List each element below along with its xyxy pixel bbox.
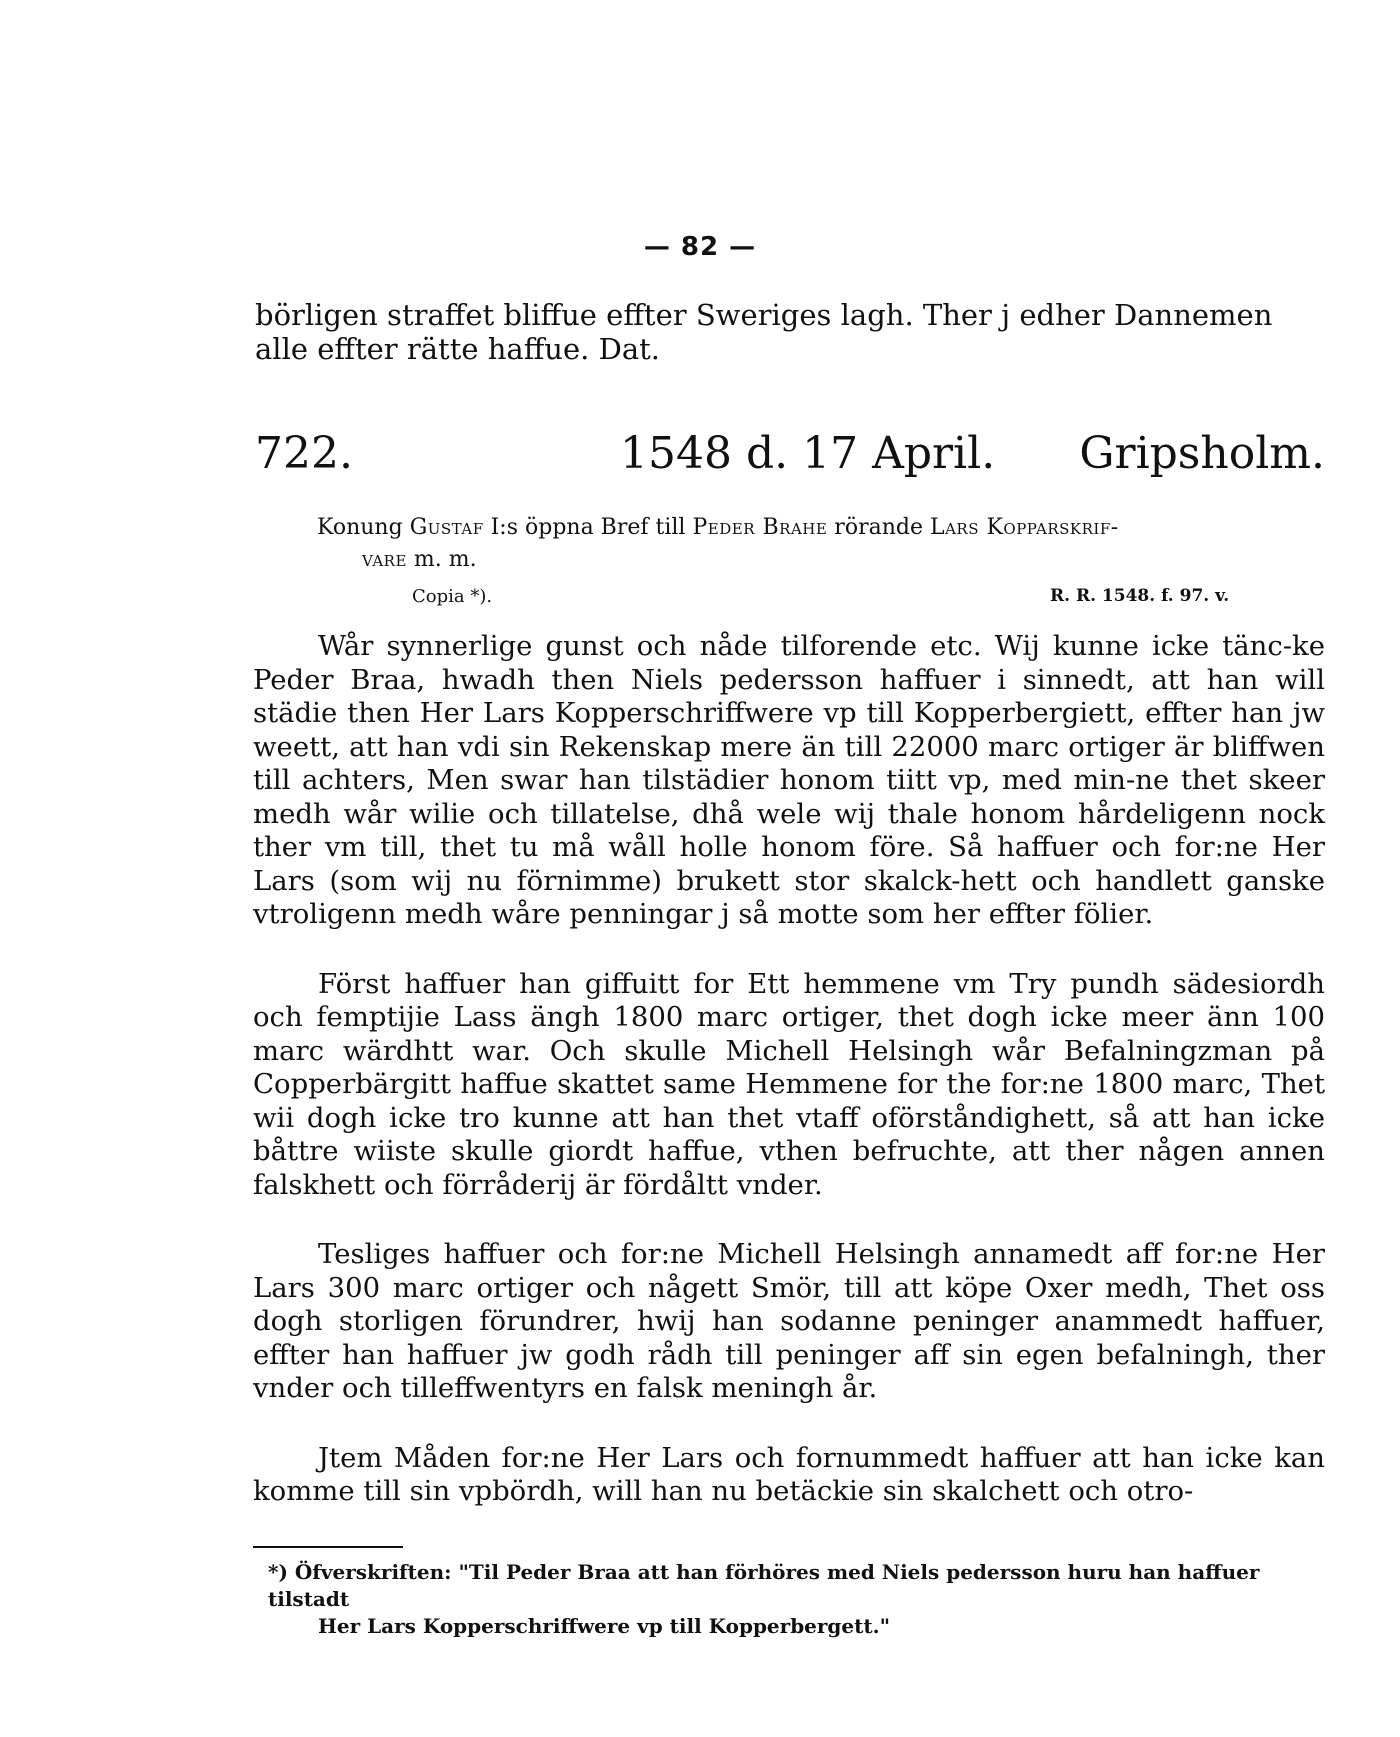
subtitle-name-king: Gustaf: [409, 515, 484, 540]
letter-body: [253, 630, 1325, 1545]
subtitle-name-subject: Lars Kopparskrif-: [929, 515, 1119, 540]
copia-label: Copia *).: [412, 586, 493, 607]
paragraph: Wår synnerlige gunst och nåde tilforende etc. Wij kunne icke tänc-ke Peder Braa, hwadh then Niels pedersson haffuer i sinnedt, att han will städie then Her Lars Kopperschriffwere vp till Kopperbergiett, effter han jw weett, att han vdi sin Rekenskap mere än till 22000 marc ortiger är bliffwen till achters, Men swar han tilstädier honom tiitt vp, med min-ne thet skeer medh wår wilie och tillatelse, dhå wele wij thale honom hårdeligenn nock ther vm till, thet tu må wåll holle honom före. Så haffuer och for:ne Her Lars (som wij nu förnimme) brukett stor skalck-hett och handlett ganske vtroligenn medh wåre penningar j så motte som her effter fölier.: [253, 630, 1325, 930]
archive-reference: R. R. 1548. f. 97. v.: [1050, 586, 1230, 606]
subtitle-line-1: [317, 512, 1327, 544]
page-number: — 82 —: [643, 232, 757, 262]
document-subtitle: [317, 512, 1327, 576]
subtitle-text-1: Konung: [317, 515, 410, 540]
subtitle-text-2: I:s öppna Bref till: [483, 515, 693, 540]
footnote-line-2: Her Lars Kopperschriffwere vp till Kopperbergett.": [318, 1614, 891, 1638]
continuation-text: börligen straffet bliffue effter Sweriges lagh. Ther j edher Dannemen alle effter rätte haffue. Dat.: [255, 298, 1273, 366]
subtitle-name-recipient: Peder Brahe: [692, 515, 828, 540]
paragraph: Först haffuer han giffuitt for Ett hemmene vm Try pundh sädesiordh och femptijie Lass ängh 1800 marc ortiger, thet dogh icke meer änn 100 marc wärdhtt war. Och skulle Michell Helsingh wår Befalningzman på Copperbärgitt haffue skattet same Hemmene for the for:ne 1800 marc, Thet wii dogh icke tro kunne att han thet vtaff oförståndighett, så att han icke båttre wiiste skulle giordt haffue, vthen befruchte, att ther någen annen falskhett och förråderij är fördåltt vnder.: [253, 967, 1325, 1201]
footnote-divider: [253, 1546, 403, 1548]
footnote-line-1: *) Öfverskriften: "Til Peder Braa att han förhöres med Niels pedersson huru han haffuer tilstadt: [268, 1560, 1260, 1611]
footnote: [268, 1559, 1318, 1640]
subtitle-line-2: [317, 544, 1327, 576]
subtitle-name-subject-end: vare: [362, 547, 407, 572]
document-date: 1548 d. 17 April.: [620, 428, 996, 479]
subtitle-text-3: rörande: [827, 515, 930, 540]
document-number: 722.: [255, 428, 353, 479]
subtitle-text-4: m. m.: [406, 547, 477, 572]
paragraph: Jtem Måden for:ne Her Lars och fornummedt haffuer att han icke kan komme till sin vpbördh, will han nu betäckie sin skalchett och otro-: [253, 1441, 1325, 1507]
paragraph: Tesliges haffuer och for:ne Michell Helsingh annamedt aff for:ne Her Lars 300 marc ortiger och någett Smör, till att köpe Oxer medh, Thet oss dogh storligen förundrer, hwij han sodanne peninger anammedt haffuer, effter han haffuer jw godh rådh till peninger aff sin egen befalningh, ther vnder och tilleffwentyrs en falsk meningh år.: [253, 1238, 1325, 1404]
document-place: Gripsholm.: [1079, 428, 1325, 479]
document-heading: [255, 428, 1325, 484]
